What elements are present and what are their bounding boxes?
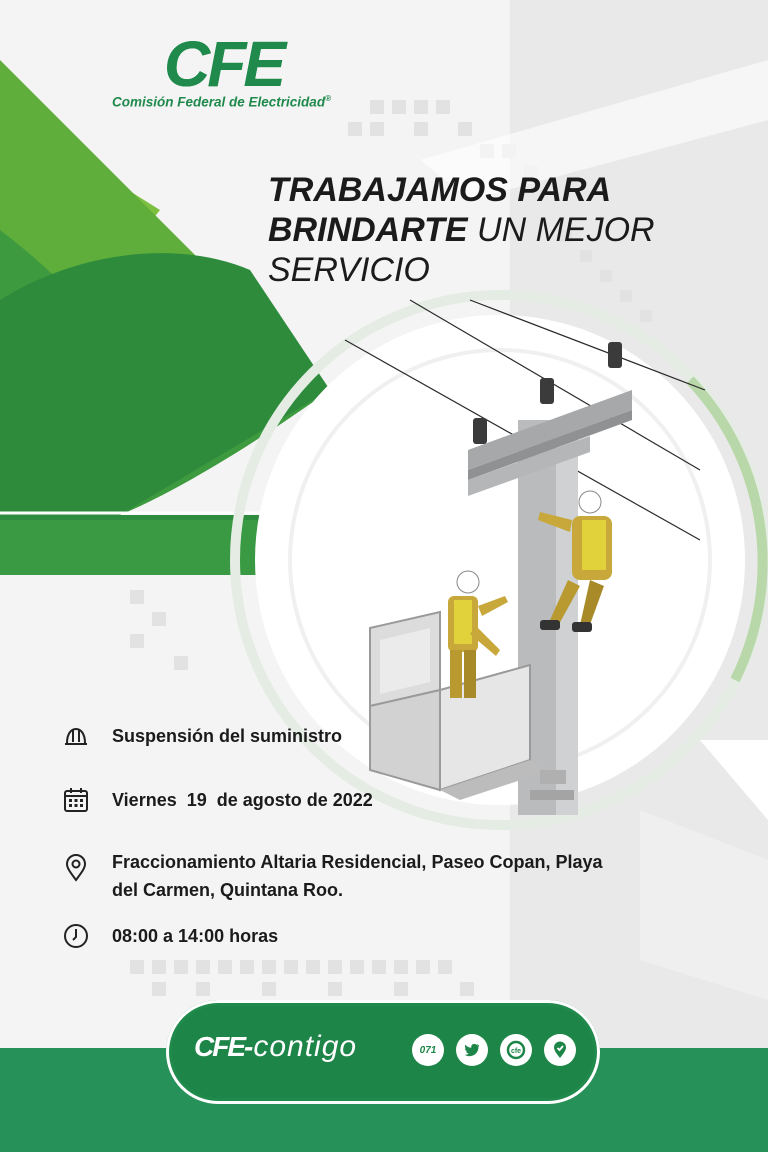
- cfe-logo: [112, 28, 352, 110]
- notice-time-row: [62, 922, 278, 950]
- contigo-cfe: CFE: [194, 1031, 244, 1062]
- notice-title: Suspensión del suministro: [112, 726, 343, 746]
- headline: [268, 170, 708, 290]
- notice-time: 08:00 a 14:00 horas: [112, 926, 279, 946]
- notice-location-line1: Fraccionamiento Altaria Residencial, Paseo Copan, Playa: [112, 852, 603, 872]
- cfe-contigo-logo: CFE-contigo: [194, 1030, 358, 1063]
- 071-phone-icon[interactable]: [412, 1034, 444, 1066]
- headline-line3: SERVICIO: [268, 251, 430, 289]
- calendar-icon: [62, 786, 90, 814]
- notice-date: Viernes 19 de agosto de 2022: [112, 790, 373, 810]
- clock-icon: [62, 922, 90, 950]
- headline-line2-light: UN MEJOR: [467, 211, 655, 249]
- hardhat-icon: [62, 722, 90, 750]
- notice-location-row: [62, 848, 603, 904]
- phone-label: 071: [419, 1044, 437, 1056]
- location-pin-icon: [62, 854, 90, 882]
- app-icon[interactable]: [500, 1034, 532, 1066]
- registered-mark: ®: [325, 94, 331, 103]
- svg-text:cfe: cfe: [510, 1048, 522, 1055]
- logo-mark: CFE: [164, 28, 283, 100]
- logo-subtitle: Comisión Federal de Electricidad: [112, 94, 326, 110]
- headline-line1: TRABAJAMOS PARA: [268, 171, 612, 209]
- contigo-word: contigo: [253, 1030, 358, 1063]
- notice-date-row: [62, 786, 373, 814]
- notice-title-row: [62, 722, 342, 750]
- notice-location-line2: del Carmen, Quintana Roo.: [112, 880, 344, 900]
- location-icon[interactable]: [544, 1034, 576, 1066]
- headline-line2-bold: BRINDARTE: [268, 211, 468, 249]
- twitter-icon[interactable]: [456, 1034, 488, 1066]
